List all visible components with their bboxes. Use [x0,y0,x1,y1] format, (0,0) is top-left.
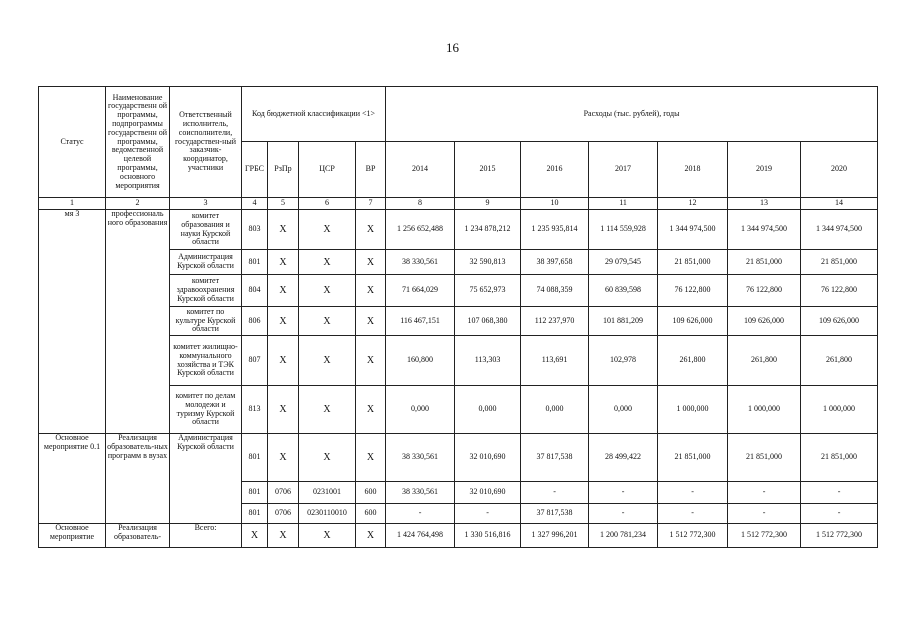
value-cell: 37 817,538 [521,434,589,482]
value-cell: 75 652,973 [455,275,521,307]
header-year: 2016 [521,142,589,198]
csr-cell: X [299,386,356,434]
status-cell: мя 3 [39,210,106,434]
value-cell: 28 499,422 [589,434,658,482]
budget-table [38,86,878,548]
col-num: 14 [801,198,878,210]
value-cell: 76 122,800 [728,275,801,307]
value-cell: 160,800 [386,336,455,386]
responsible-cell: Администрация Курской области [170,434,242,524]
col-num: 9 [455,198,521,210]
value-cell: - [801,504,878,524]
value-cell: 0,000 [589,386,658,434]
value-cell: - [589,482,658,504]
grbs-cell: 801 [242,482,268,504]
table-row [39,524,878,548]
csr-cell: X [299,336,356,386]
header-name: Наименование государственн ой программы, подпрограммы государственн ой программы, ведомственной целевой программы, основного мероприятия [106,87,170,198]
value-cell: 116 467,151 [386,307,455,336]
csr-cell: X [299,307,356,336]
value-cell: 1 327 996,201 [521,524,589,548]
responsible-cell: комитет образования и науки Курской области [170,210,242,250]
value-cell: 109 626,000 [728,307,801,336]
value-cell: 32 010,690 [455,434,521,482]
value-cell: 102,978 [589,336,658,386]
csr-cell: X [299,524,356,548]
csr-cell: X [299,434,356,482]
col-num: 6 [299,198,356,210]
value-cell: 29 079,545 [589,250,658,275]
value-cell: 71 664,029 [386,275,455,307]
header-vr: ВР [356,142,386,198]
value-cell: - [658,482,728,504]
value-cell: 21 851,000 [658,434,728,482]
col-num: 10 [521,198,589,210]
value-cell: 1 344 974,500 [801,210,878,250]
value-cell: 32 010,690 [455,482,521,504]
responsible-cell: Администрация Курской области [170,250,242,275]
header-year: 2020 [801,142,878,198]
responsible-cell: комитет по культуре Курской области [170,307,242,336]
value-cell: - [521,482,589,504]
header-grbs: ГРБС [242,142,268,198]
value-cell: 1 000,000 [658,386,728,434]
vr-cell: 600 [356,482,386,504]
value-cell: - [589,504,658,524]
grbs-cell: 813 [242,386,268,434]
value-cell: 1 000,000 [728,386,801,434]
csr-cell: X [299,250,356,275]
header-expenses: Расходы (тыс. рублей), годы [386,87,878,142]
rzpr-cell: X [268,210,299,250]
value-cell: 109 626,000 [801,307,878,336]
col-num: 2 [106,198,170,210]
value-cell: - [801,482,878,504]
value-cell: 21 851,000 [658,250,728,275]
value-cell: - [386,504,455,524]
rzpr-cell: 0706 [268,482,299,504]
vr-cell: X [356,275,386,307]
col-num: 3 [170,198,242,210]
value-cell: 101 881,209 [589,307,658,336]
value-cell: 107 068,380 [455,307,521,336]
csr-cell: 0230110010 [299,504,356,524]
col-num: 8 [386,198,455,210]
rzpr-cell: X [268,307,299,336]
vr-cell: X [356,336,386,386]
value-cell: 261,800 [658,336,728,386]
value-cell: 113,303 [455,336,521,386]
col-num: 11 [589,198,658,210]
value-cell: 1 512 772,300 [658,524,728,548]
value-cell: 38 397,658 [521,250,589,275]
value-cell: 113,691 [521,336,589,386]
vr-cell: X [356,250,386,275]
value-cell: 74 088,359 [521,275,589,307]
rzpr-cell: X [268,250,299,275]
responsible-cell: комитет по делам молодежи и туризму Курской области [170,386,242,434]
responsible-cell: комитет жилищно-коммунального хозяйства и ТЭК Курской области [170,336,242,386]
vr-cell: 600 [356,504,386,524]
header-status: Статус [39,87,106,198]
value-cell: 109 626,000 [658,307,728,336]
value-cell: 1 344 974,500 [728,210,801,250]
value-cell: 21 851,000 [728,434,801,482]
table-row [39,210,878,250]
header-responsible: Ответственный исполнитель, соисполнители, государствен-ный заказчик-координатор, участники [170,87,242,198]
header-csr: ЦСР [299,142,356,198]
status-cell: Основное мероприятие 0.1 [39,434,106,524]
rzpr-cell: X [268,275,299,307]
value-cell: 1 114 559,928 [589,210,658,250]
vr-cell: X [356,307,386,336]
status-cell: Основное мероприятие [39,524,106,548]
col-num: 4 [242,198,268,210]
value-cell: 112 237,970 [521,307,589,336]
rzpr-cell: 0706 [268,504,299,524]
responsible-cell: комитет здравоохранения Курской области [170,275,242,307]
header-budget-code: Код бюджетной классификации <1> [242,87,386,142]
value-cell: 60 839,598 [589,275,658,307]
value-cell: 1 330 516,816 [455,524,521,548]
value-cell: - [658,504,728,524]
rzpr-cell: X [268,434,299,482]
name-cell: Реализация образователь-ных программ в вузах [106,434,170,524]
value-cell: 1 200 781,234 [589,524,658,548]
grbs-cell: 803 [242,210,268,250]
grbs-cell: 806 [242,307,268,336]
value-cell: 32 590,813 [455,250,521,275]
value-cell: 1 344 974,500 [658,210,728,250]
value-cell: 38 330,561 [386,250,455,275]
csr-cell: 0231001 [299,482,356,504]
col-num: 7 [356,198,386,210]
grbs-cell: 801 [242,250,268,275]
value-cell: - [455,504,521,524]
csr-cell: X [299,210,356,250]
value-cell: 38 330,561 [386,482,455,504]
value-cell: 1 512 772,300 [728,524,801,548]
grbs-cell: X [242,524,268,548]
column-number-row [39,198,878,210]
value-cell: 1 000,000 [801,386,878,434]
vr-cell: X [356,386,386,434]
value-cell: 261,800 [728,336,801,386]
value-cell: 76 122,800 [801,275,878,307]
vr-cell: X [356,434,386,482]
col-num: 13 [728,198,801,210]
value-cell: - [728,482,801,504]
value-cell: 21 851,000 [801,250,878,275]
value-cell: 0,000 [386,386,455,434]
value-cell: 0,000 [455,386,521,434]
header-year: 2019 [728,142,801,198]
header-year: 2014 [386,142,455,198]
header-year: 2018 [658,142,728,198]
value-cell: 1 235 935,814 [521,210,589,250]
header-year: 2015 [455,142,521,198]
name-cell: Реализация образователь- [106,524,170,548]
rzpr-cell: X [268,386,299,434]
rzpr-cell: X [268,336,299,386]
responsible-cell: Всего: [170,524,242,548]
value-cell: 38 330,561 [386,434,455,482]
header-row-1 [39,87,878,142]
name-cell: профессиональ ного образования [106,210,170,434]
value-cell: - [728,504,801,524]
grbs-cell: 801 [242,434,268,482]
rzpr-cell: X [268,524,299,548]
value-cell: 1 234 878,212 [455,210,521,250]
value-cell: 1 256 652,488 [386,210,455,250]
value-cell: 0,000 [521,386,589,434]
header-year: 2017 [589,142,658,198]
grbs-cell: 807 [242,336,268,386]
col-num: 1 [39,198,106,210]
csr-cell: X [299,275,356,307]
value-cell: 1 512 772,300 [801,524,878,548]
header-rzpr: РзПр [268,142,299,198]
grbs-cell: 804 [242,275,268,307]
table-row [39,434,878,482]
value-cell: 1 424 764,498 [386,524,455,548]
value-cell: 21 851,000 [728,250,801,275]
grbs-cell: 801 [242,504,268,524]
value-cell: 261,800 [801,336,878,386]
vr-cell: X [356,524,386,548]
vr-cell: X [356,210,386,250]
value-cell: 76 122,800 [658,275,728,307]
value-cell: 21 851,000 [801,434,878,482]
value-cell: 37 817,538 [521,504,589,524]
page-number: 16 [446,40,459,55]
col-num: 12 [658,198,728,210]
col-num: 5 [268,198,299,210]
